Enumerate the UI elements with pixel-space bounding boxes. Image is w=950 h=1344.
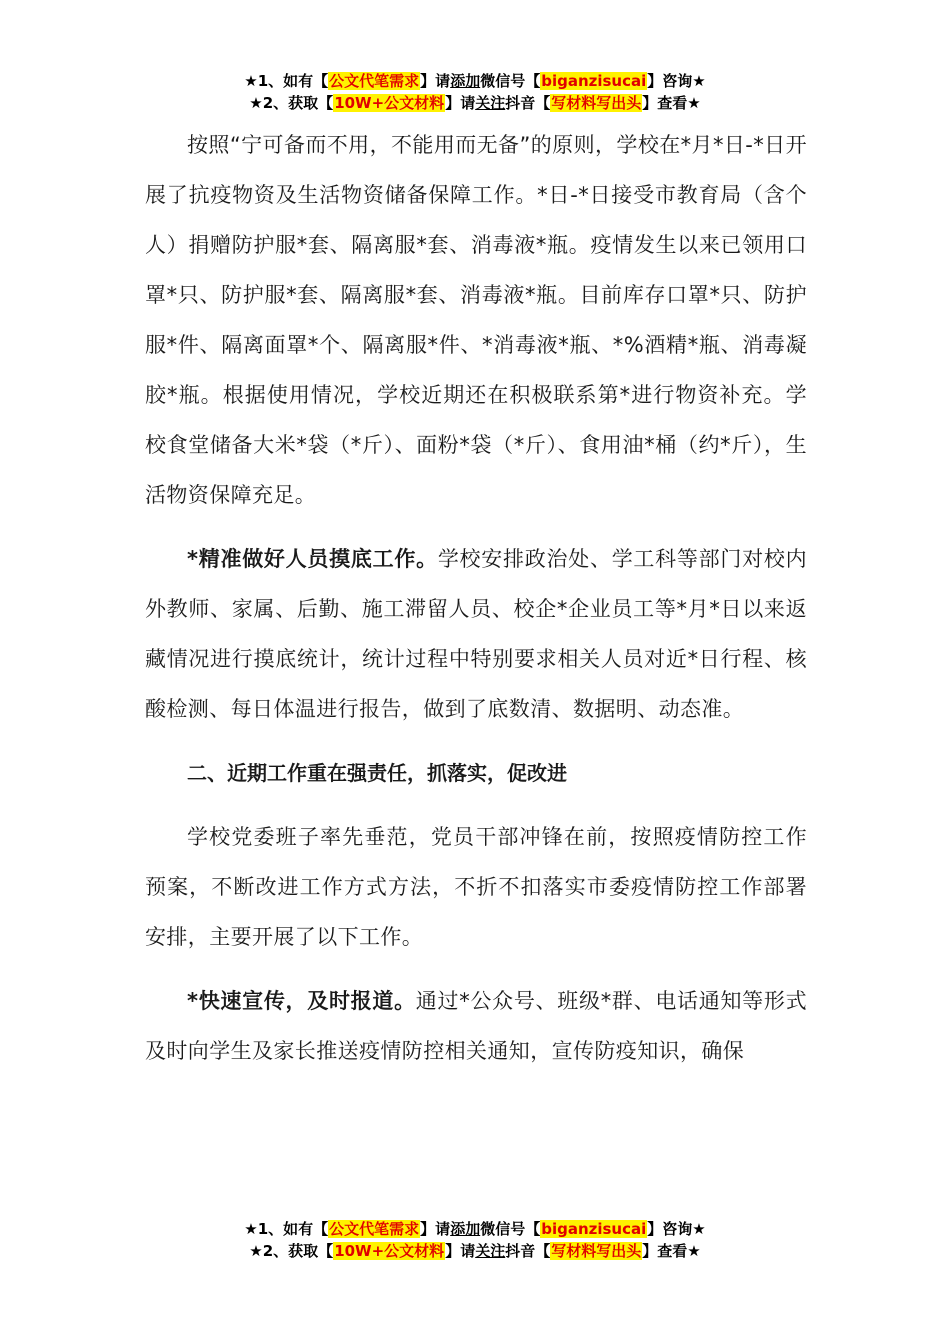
banner-underline: 关注 (475, 1242, 506, 1260)
banner-text: ★2、获取【 (249, 94, 334, 112)
banner-highlight: biganzisucai (541, 1220, 647, 1238)
banner-text: 抖音【 (505, 1242, 551, 1260)
banner-underline: 添加 (450, 1220, 481, 1238)
paragraph-leadership: 学校党委班子率先垂范，党员干部冲锋在前，按照疫情防控工作预案，不断改进工作方式方法，不折不扣落实市委疫情防控工作部署安排，主要开展了以下工作。 (145, 825, 807, 949)
banner-highlight: 公文代笔需求 (329, 1220, 420, 1238)
paragraph-publicity (145, 976, 807, 1076)
banner-line-2 (0, 1240, 950, 1262)
paragraph-personnel (145, 534, 807, 734)
banner-text: 微信号【 (480, 72, 541, 90)
banner-text: 】查看★ (642, 1242, 701, 1260)
banner-text: ★1、如有【 (244, 1220, 329, 1238)
banner-highlight: 写材料写出头 (551, 94, 642, 112)
paragraph-text: 学校安排政治处、学工科等部门对校内外教师、家属、后勤、施工滞留人员、校企*企业员工等*月*日以来返藏情况进行摸底统计，统计过程中特别要求相关人员对近*日行程、核酸检测、每日体温进行报告，做到了底数清、数据明、动态准。 (145, 547, 807, 721)
banner-highlight: 10W+公文材料 (334, 1242, 445, 1260)
banner-text: 】请 (445, 94, 476, 112)
banner-text: 】咨询★ (647, 72, 706, 90)
section-heading: 二、近期工作重在强责任，抓落实，促改进 (187, 761, 567, 785)
banner-text: 抖音【 (505, 94, 551, 112)
banner-line-1 (0, 70, 950, 92)
banner-highlight: 写材料写出头 (551, 1242, 642, 1260)
banner-text: 微信号【 (480, 1220, 541, 1238)
banner-highlight: biganzisucai (541, 72, 647, 90)
banner-text: 】咨询★ (647, 1220, 706, 1238)
banner-line-2 (0, 92, 950, 114)
banner-underline: 添加 (450, 72, 481, 90)
banner-text: 】请 (445, 1242, 476, 1260)
banner-line-1 (0, 1218, 950, 1240)
document-body (145, 120, 807, 1090)
banner-highlight: 公文代笔需求 (329, 72, 420, 90)
banner-underline: 关注 (475, 94, 506, 112)
paragraph-lead: *快速宣传，及时报道。 (187, 989, 416, 1013)
paragraph-text: 通过*公众号、班级*群、电话通知等形式及时向学生及家长推送疫情防控相关通知，宣传防疫知识，确保 (145, 989, 807, 1063)
banner-text: 】请 (420, 72, 451, 90)
banner-text: ★1、如有【 (244, 72, 329, 90)
paragraph-supplies: 按照“宁可备而不用，不能用而无备”的原则，学校在*月*日-*日开展了抗疫物资及生活物资储备保障工作。*日-*日接受市教育局（含个人）捐赠防护服*套、隔离服*套、消毒液*瓶。疫情发生以来已领用口罩*只、防护服*套、隔离服*套、消毒液*瓶。目前库存口罩*只、防护服*件、隔离面罩*个、隔离服*件、*消毒液*瓶、*%酒精*瓶、消毒凝胶*瓶。根据使用情况，学校近期还在积极联系第*进行物资补充。学校食堂储备大米*袋（*斤）、面粉*袋（*斤）、食用油*桶（约*斤），生活物资保障充足。 (145, 133, 807, 507)
banner-text: ★2、获取【 (249, 1242, 334, 1260)
banner-highlight: 10W+公文材料 (334, 94, 445, 112)
top-banner (0, 70, 950, 114)
banner-text: 】查看★ (642, 94, 701, 112)
bottom-banner (0, 1218, 950, 1262)
paragraph-lead: *精准做好人员摸底工作。 (187, 547, 438, 571)
banner-text: 】请 (420, 1220, 451, 1238)
